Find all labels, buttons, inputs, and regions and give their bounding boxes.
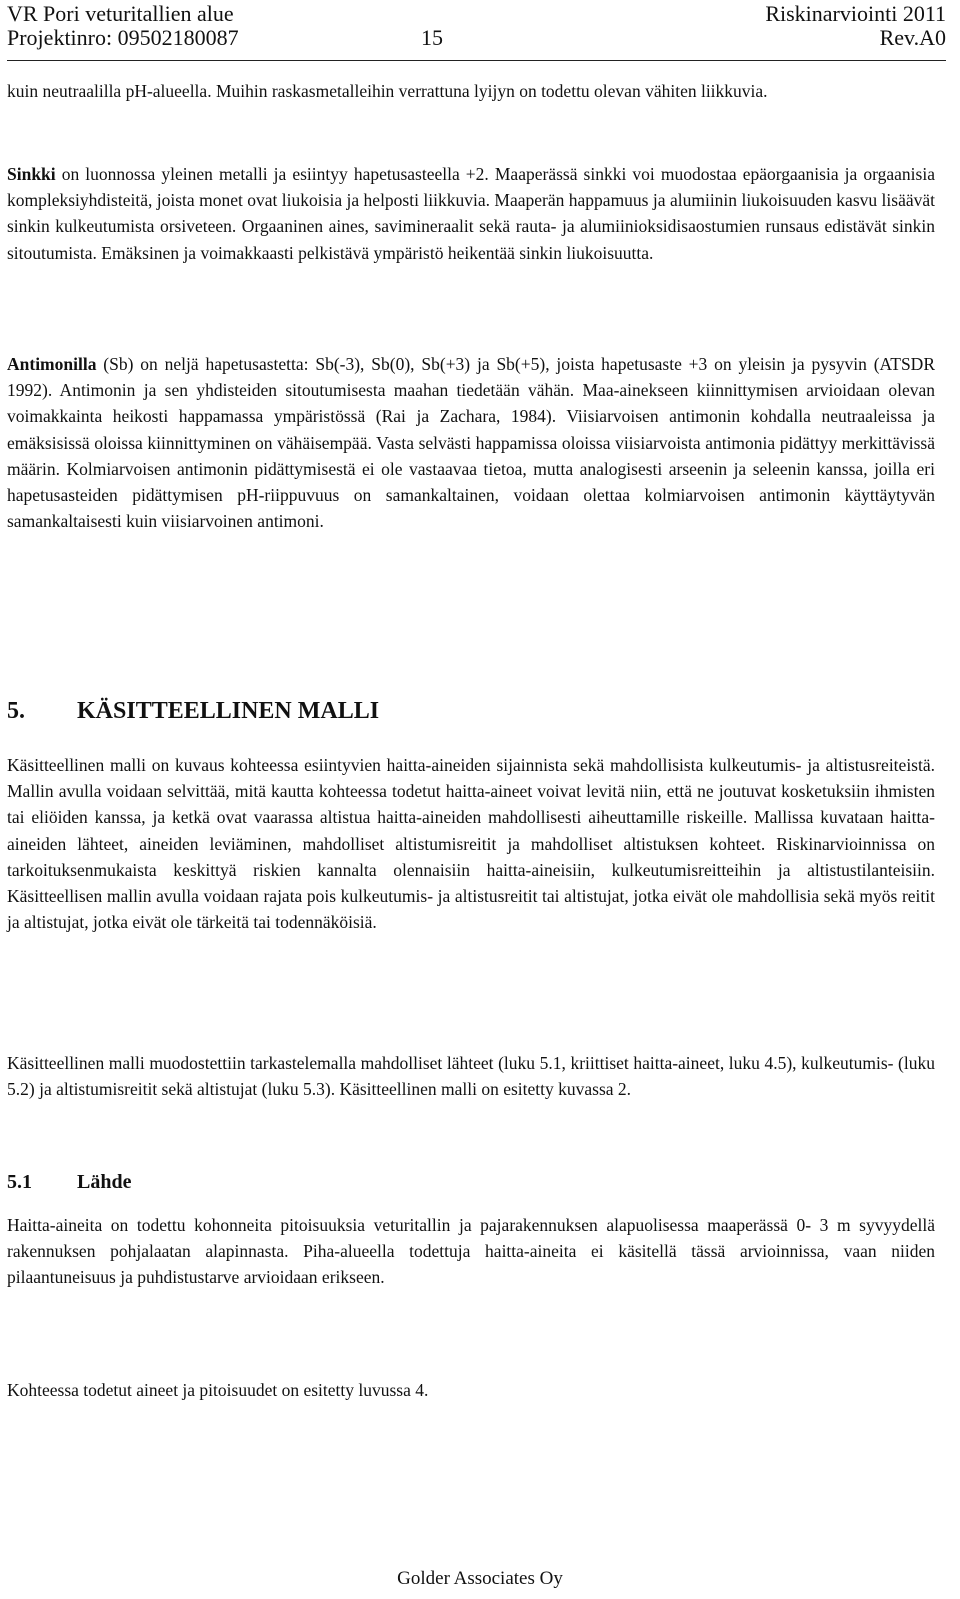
paragraph-model-description xyxy=(7,752,935,935)
header-revision: Rev.A0 xyxy=(879,25,946,50)
paragraph-model-formation xyxy=(7,1050,935,1102)
page-header-line-2 xyxy=(7,24,946,52)
paragraph-antimony xyxy=(7,351,935,534)
page-footer-company: Golder Associates Oy xyxy=(397,1568,563,1589)
paragraph: Käsitteellinen malli on kuvaus kohteessa esiintyvien haitta-aineiden sijainnista sekä mahdollisista kulkeutumis- ja altistusreiteistä. Mallin avulla voidaan selvittää, mitä kautta kohteessa todetut haitta-aineet voivat levitä niin, että ne joutuvat kosketuksiin ihmisten tai eliöiden kanssa, ja ketkä ovat vaarassa altistua haitta-aineiden mahdollisesti aiheuttamille riskeille. Mallissa kuvataan haitta-aineiden lähteet, aineiden leviäminen, mahdolliset altistumisreitit ja mahdolliset altistuksen kohteet. Riskinarvioinnissa on tarkoituksenmukaista keskittyä riskien kannalta olennaisiin haitta-aineisiin, kulkeutumisreitteihin ja altistustilanteisiin. Käsitteellisen mallin avulla voidaan rajata pois kulkeutumis- ja altistusreitit tai altistujat, jotka eivät ole mahdollisia sekä myös reitit ja altistujat, jotka eivät ole tärkeitä tai todennäköisiä. xyxy=(7,755,935,933)
paragraph: kuin neutraalilla pH-alueella. Muihin raskasmetalleihin verrattuna lyijyn on todettu olevan vähiten liikkuvia. xyxy=(7,81,768,101)
section-number: 5. xyxy=(7,698,25,724)
paragraph-text: (Sb) on neljä hapetusastetta: Sb(-3), Sb(0), Sb(+3) ja Sb(+5), joista hapetusaste +3 on yleisin ja pysyvin (ATSDR 1992). Antimonin ja sen yhdisteiden sitoutumisesta maahan tiedetään vähän. Maa-ainekseen kiinnittymisen arvioidaan olevan voimakkainta heikosti happamassa ympäristössä (Rai ja Zachara, 1984). Viisiarvoisen antimonin kohdalla neutraaleissa ja emäksisissä oloissa kiinnittyminen on vähäisempää. Vasta selvästi happamissa oloissa viisiarvoista antimonia pidättyy merkittävissä määrin. Kolmiarvoisen antimonin pidättymisestä ei ole vastaavaa tietoa, mutta analogisesti arseenin ja seleenin kanssa, joilla eri hapetusasteiden pidättymisen pH-riippuvuus on samankaltainen, voidaan olettaa kolmiarvoisen antimonin käyttäytyvän samankaltaisesti kuin viisiarvoinen antimoni. xyxy=(7,354,935,532)
paragraph-lead-term: Sinkki xyxy=(7,164,56,184)
paragraph: Kohteessa todetut aineet ja pitoisuudet on esitetty luvussa 4. xyxy=(7,1380,429,1400)
header-divider xyxy=(7,60,946,61)
paragraph-text: on luonnossa yleinen metalli ja esiintyy hapetusasteella +2. Maaperässä sinkki voi muodostaa epäorgaanisia ja orgaanisia kompleksiyhdisteitä, joista monet ovat liukoisia ja helposti liikkuvia. Maaperän happamuus ja alumiinin liukoisuuden kasvu lisäävät sinkin kulkeutumista orsiveteen. Orgaaninen aines, savimineraalit sekä rauta- ja alumiinioksidisaostumien runsaus edistävät sinkin sitoutumista. Emäksinen ja voimakkaasti pelkistävä ympäristö heikentää sinkin liukoisuutta. xyxy=(7,164,935,263)
header-organization: VR Pori veturitallien alue xyxy=(7,1,234,26)
paragraph: Käsitteellinen malli muodostettiin tarkastelemalla mahdolliset lähteet (luku 5.1, kriittiset haitta-aineet, luku 4.5), kulkeutumis- (luku 5.2) ja altistumisreitit sekä altistujat (luku 5.3). Käsitteellinen malli on esitetty kuvassa 2. xyxy=(7,1053,935,1100)
paragraph-lead-section xyxy=(7,78,935,104)
paragraph-zinc xyxy=(7,161,935,266)
paragraph: Haitta-aineita on todettu kohonneita pitoisuuksia veturitallin ja pajarakennuksen alapuolisessa maaperässä 0- 3 m syvyydellä rakennuksen pohjalaatan alapinnasta. Piha-alueella todettuja haitta-aineita ei käsitellä tässä arvioinnissa, vaan niiden pilaantuneisuus ja puhdistustarve arvioidaan erikseen. xyxy=(7,1215,935,1288)
paragraph-lead-term: Antimonilla xyxy=(7,354,97,374)
subsection-number: 5.1 xyxy=(7,1171,32,1193)
header-document-title: Riskinarviointi 2011 xyxy=(765,1,946,26)
header-project-number: Projektinro: 09502180087 xyxy=(7,25,239,50)
subsection-heading xyxy=(7,1169,131,1195)
header-page-number: 15 xyxy=(421,25,443,50)
section-title: KÄSITTEELLINEN MALLI xyxy=(77,698,380,724)
paragraph-reference xyxy=(7,1377,935,1403)
section-heading xyxy=(7,696,379,726)
subsection-title: Lähde xyxy=(77,1171,132,1193)
paragraph-source xyxy=(7,1212,935,1291)
